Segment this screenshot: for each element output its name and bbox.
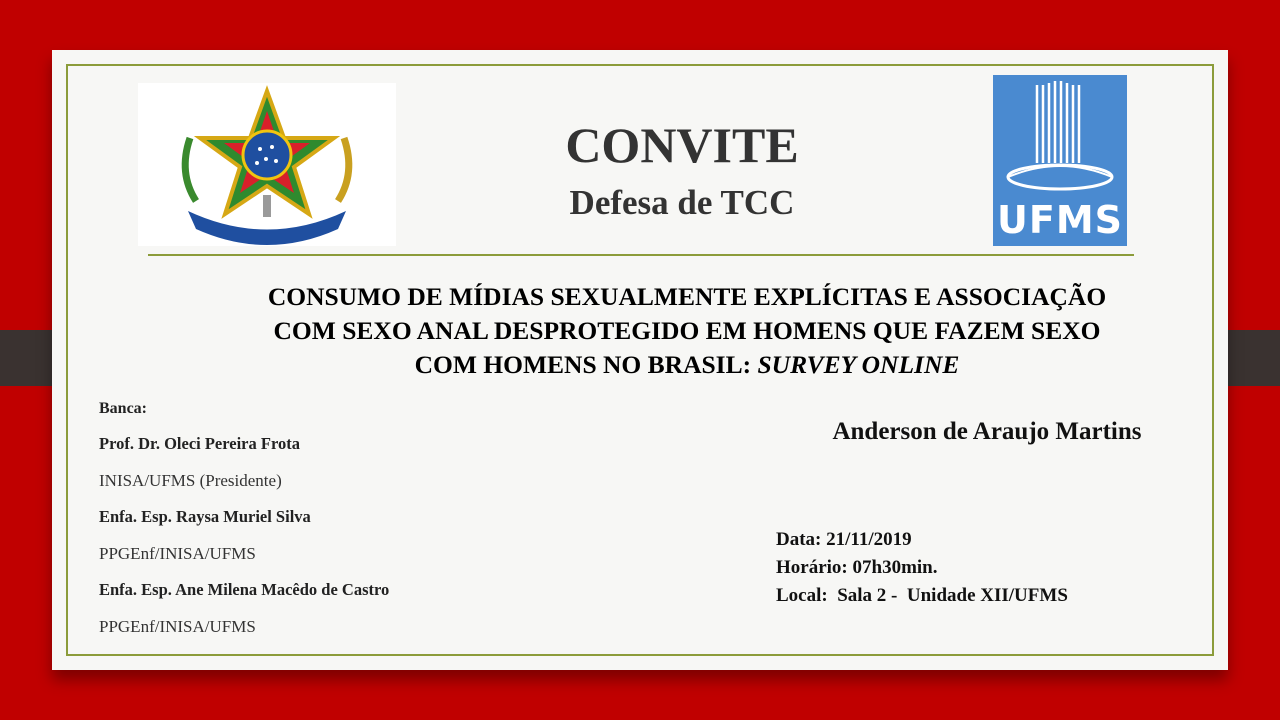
thesis-title-survey: SURVEY ONLINE	[757, 350, 960, 379]
committee-member-name: Enfa. Esp. Raysa Muriel Silva	[99, 507, 311, 526]
committee-member-name: Enfa. Esp. Ane Milena Macêdo de Castro	[99, 580, 390, 599]
committee-member-affiliation: INISA/UFMS (Presidente)	[99, 471, 282, 490]
committee-member-affiliation: PPGEnf/INISA/UFMS	[99, 544, 256, 563]
thesis-title	[197, 280, 1177, 382]
committee-member-affiliation: PPGEnf/INISA/UFMS	[99, 617, 256, 636]
committee-section	[99, 400, 599, 637]
brasil-coat-of-arms-icon	[138, 83, 396, 246]
ufms-logo-icon	[993, 75, 1127, 246]
invitation-subtitle: Defesa de TCC	[569, 183, 795, 222]
committee-member	[99, 507, 599, 564]
thesis-title-line-2: COM SEXO ANAL DESPROTEGIDO EM HOMENS QUE FAZEM SEXO	[273, 316, 1101, 345]
thesis-title-line-3-text: COM HOMENS NO BRASIL:	[414, 350, 758, 379]
header-divider	[148, 254, 1134, 256]
invitation-card	[52, 50, 1228, 670]
committee-member	[99, 434, 599, 491]
invitation-title: CONVITE	[565, 117, 799, 173]
committee-label: Banca:	[99, 400, 147, 417]
committee-member-name: Prof. Dr. Oleci Pereira Frota	[99, 434, 300, 453]
event-details	[776, 526, 1196, 610]
event-location: Local: Sala 2 - Unidade XII/UFMS	[776, 585, 1068, 606]
author-name: Anderson de Araujo Martins	[832, 418, 1142, 445]
event-date: Data: 21/11/2019	[776, 529, 912, 550]
thesis-title-line-1: CONSUMO DE MÍDIAS SEXUALMENTE EXPLÍCITAS E ASSOCIAÇÃO	[267, 282, 1107, 311]
ufms-logo-text: UFMS	[997, 198, 1123, 242]
event-time: Horário: 07h30min.	[776, 557, 938, 578]
thesis-title-line-3	[197, 348, 1177, 382]
committee-member	[99, 580, 599, 637]
